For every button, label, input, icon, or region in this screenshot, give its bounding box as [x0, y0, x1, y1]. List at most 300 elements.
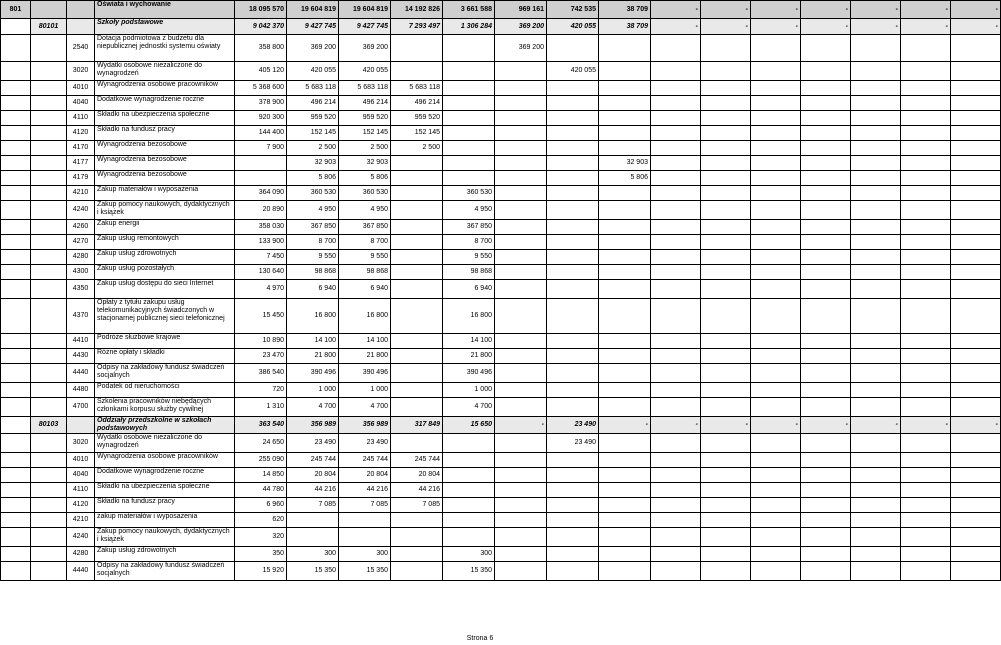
row-value: 959 520 — [391, 111, 443, 126]
row-value: 5 368 600 — [235, 81, 287, 96]
rozdzial-value: 317 849 — [391, 417, 443, 434]
empty-cell — [1, 35, 31, 62]
rozdzial-value: 369 200 — [495, 19, 547, 35]
row-value — [901, 364, 951, 383]
empty-cell — [31, 186, 67, 201]
row-value — [951, 35, 1001, 62]
empty-cell — [31, 111, 67, 126]
row-value — [901, 111, 951, 126]
row-value — [495, 483, 547, 498]
row-value — [651, 265, 701, 280]
row-value — [751, 126, 801, 141]
row-value — [547, 111, 599, 126]
row-value — [443, 498, 495, 513]
row-value — [951, 265, 1001, 280]
row-value — [391, 220, 443, 235]
row-value — [701, 299, 751, 334]
row-value — [391, 280, 443, 299]
row-value — [391, 383, 443, 398]
row-value — [851, 498, 901, 513]
row-value — [851, 349, 901, 364]
row-value — [651, 81, 701, 96]
page-number: Strona 6 — [466, 635, 494, 642]
table-row — [1, 434, 1001, 453]
paragraph-code: 4179 — [67, 171, 95, 186]
paragraph-code: 4260 — [67, 220, 95, 235]
row-value — [901, 334, 951, 349]
table-row — [1, 364, 1001, 383]
row-value: 98 868 — [443, 265, 495, 280]
row-value — [599, 299, 651, 334]
table-row — [1, 528, 1001, 547]
paragraph-code: 4120 — [67, 498, 95, 513]
row-value — [901, 201, 951, 220]
empty-cell — [1, 364, 31, 383]
row-value — [547, 171, 599, 186]
row-value — [851, 468, 901, 483]
paragraph-name: Zakup usług remontowych — [95, 235, 235, 250]
row-value — [701, 383, 751, 398]
empty-cell — [31, 562, 67, 581]
row-value: 14 100 — [339, 334, 391, 349]
empty-cell — [1, 96, 31, 111]
empty-cell — [1, 483, 31, 498]
row-value: 1 000 — [287, 383, 339, 398]
row-value — [751, 364, 801, 383]
row-value — [443, 468, 495, 483]
table-row — [1, 111, 1001, 126]
row-value — [701, 141, 751, 156]
row-value — [951, 498, 1001, 513]
row-value: 44 216 — [391, 483, 443, 498]
row-value: 5 806 — [599, 171, 651, 186]
row-value — [851, 280, 901, 299]
rozdzial-value: - — [651, 417, 701, 434]
empty-cell — [1, 250, 31, 265]
row-value — [951, 126, 1001, 141]
row-value — [547, 126, 599, 141]
row-value — [391, 434, 443, 453]
row-value — [443, 171, 495, 186]
table-row — [1, 156, 1001, 171]
row-value: 245 744 — [287, 453, 339, 468]
row-value — [751, 398, 801, 417]
row-value — [751, 35, 801, 62]
dzial-value: 969 161 — [495, 1, 547, 19]
paragraph-code: 4040 — [67, 468, 95, 483]
row-value: 8 700 — [339, 235, 391, 250]
row-value — [391, 364, 443, 383]
row-value: 2 500 — [339, 141, 391, 156]
table-row — [1, 171, 1001, 186]
row-value — [951, 528, 1001, 547]
rozdzial-value: 38 709 — [599, 19, 651, 35]
row-value: 367 850 — [287, 220, 339, 235]
row-value: 4 700 — [339, 398, 391, 417]
row-value — [547, 513, 599, 528]
row-value — [851, 156, 901, 171]
row-value: 8 700 — [443, 235, 495, 250]
row-value — [599, 280, 651, 299]
row-value — [951, 250, 1001, 265]
paragraph-code: 2540 — [67, 35, 95, 62]
table-row — [1, 498, 1001, 513]
row-value — [547, 483, 599, 498]
row-value: 5 683 118 — [339, 81, 391, 96]
row-value — [495, 171, 547, 186]
row-value — [443, 111, 495, 126]
rozdzial-value: 363 540 — [235, 417, 287, 434]
empty-cell — [1, 81, 31, 96]
row-value: 2 500 — [391, 141, 443, 156]
paragraph-code: 4350 — [67, 280, 95, 299]
paragraph-code: 4480 — [67, 383, 95, 398]
row-value — [901, 434, 951, 453]
paragraph-name: Składki na ubezpieczenia społeczne — [95, 111, 235, 126]
row-value — [701, 364, 751, 383]
row-value — [443, 434, 495, 453]
row-value — [495, 299, 547, 334]
row-value: 32 903 — [599, 156, 651, 171]
row-value — [651, 498, 701, 513]
rozdzial-value: - — [751, 417, 801, 434]
row-value — [701, 562, 751, 581]
row-value — [599, 483, 651, 498]
empty-cell — [31, 1, 67, 19]
row-value — [751, 528, 801, 547]
paragraph-code: 4700 — [67, 398, 95, 417]
paragraph-code: 4010 — [67, 453, 95, 468]
row-value: 133 900 — [235, 235, 287, 250]
row-value: 6 940 — [287, 280, 339, 299]
paragraph-name: Zakup energii — [95, 220, 235, 235]
row-value: 15 350 — [443, 562, 495, 581]
row-value: 320 — [235, 528, 287, 547]
row-value: 14 100 — [443, 334, 495, 349]
row-value — [901, 265, 951, 280]
empty-cell — [31, 453, 67, 468]
paragraph-code: 4170 — [67, 141, 95, 156]
row-value — [751, 280, 801, 299]
table-row — [1, 562, 1001, 581]
row-value — [801, 141, 851, 156]
row-value: 4 950 — [339, 201, 391, 220]
empty-cell — [1, 235, 31, 250]
empty-cell — [31, 62, 67, 81]
row-value — [599, 96, 651, 111]
empty-cell — [31, 220, 67, 235]
row-value — [287, 528, 339, 547]
row-value — [547, 265, 599, 280]
rozdzial-value: - — [901, 19, 951, 35]
row-value — [443, 483, 495, 498]
empty-cell — [31, 349, 67, 364]
empty-cell — [31, 528, 67, 547]
empty-cell — [1, 383, 31, 398]
row-value — [547, 547, 599, 562]
row-value — [801, 235, 851, 250]
empty-cell — [31, 398, 67, 417]
paragraph-code: 4440 — [67, 364, 95, 383]
row-value — [851, 453, 901, 468]
row-value — [751, 201, 801, 220]
paragraph-name: Zakup usług dostępu do sieci Internet — [95, 280, 235, 299]
row-value — [651, 334, 701, 349]
row-value — [801, 398, 851, 417]
paragraph-code: 4110 — [67, 483, 95, 498]
row-value — [547, 528, 599, 547]
empty-cell — [1, 434, 31, 453]
row-value — [801, 528, 851, 547]
row-value — [701, 250, 751, 265]
row-value: 4 700 — [443, 398, 495, 417]
dzial-value: - — [951, 1, 1001, 19]
row-value: 5 806 — [339, 171, 391, 186]
row-value: 144 400 — [235, 126, 287, 141]
empty-cell — [1, 349, 31, 364]
row-value — [599, 547, 651, 562]
row-value: 10 890 — [235, 334, 287, 349]
row-value — [495, 111, 547, 126]
row-value — [599, 434, 651, 453]
row-value — [851, 171, 901, 186]
row-value — [599, 265, 651, 280]
table-row — [1, 81, 1001, 96]
row-value — [801, 498, 851, 513]
row-value — [495, 250, 547, 265]
empty-cell — [31, 334, 67, 349]
table-row — [1, 235, 1001, 250]
empty-cell — [1, 19, 31, 35]
empty-cell — [31, 364, 67, 383]
row-value: 720 — [235, 383, 287, 398]
table-row — [1, 280, 1001, 299]
row-value — [547, 201, 599, 220]
row-value — [651, 468, 701, 483]
row-value — [651, 547, 701, 562]
row-value — [235, 171, 287, 186]
row-value — [851, 201, 901, 220]
row-value — [701, 111, 751, 126]
row-value: 130 640 — [235, 265, 287, 280]
rozdzial-code: 80101 — [31, 19, 67, 35]
paragraph-name: Składki na fundusz pracy — [95, 126, 235, 141]
paragraph-code: 4440 — [67, 562, 95, 581]
row-value — [391, 547, 443, 562]
row-value — [801, 364, 851, 383]
row-value — [901, 96, 951, 111]
paragraph-name: Zakup pomocy naukowych, dydaktycznych i książek — [95, 201, 235, 220]
row-value: 420 055 — [339, 62, 391, 81]
row-value — [701, 334, 751, 349]
dzial-value: - — [851, 1, 901, 19]
row-value: 5 806 — [287, 171, 339, 186]
row-value — [651, 126, 701, 141]
row-value: 7 085 — [391, 498, 443, 513]
rozdzial-value: - — [701, 19, 751, 35]
empty-cell — [1, 280, 31, 299]
empty-cell — [1, 111, 31, 126]
row-value — [851, 398, 901, 417]
row-value — [901, 156, 951, 171]
paragraph-name: Odpisy na zakładowy fundusz świadczeń socjalnych — [95, 364, 235, 383]
row-value — [547, 156, 599, 171]
row-value: 21 800 — [443, 349, 495, 364]
empty-cell — [1, 562, 31, 581]
row-value — [851, 434, 901, 453]
row-value: 405 120 — [235, 62, 287, 81]
paragraph-code: 4210 — [67, 513, 95, 528]
row-value — [651, 364, 701, 383]
empty-cell — [1, 201, 31, 220]
row-value: 20 890 — [235, 201, 287, 220]
row-value — [599, 235, 651, 250]
row-value — [495, 96, 547, 111]
row-value: 44 216 — [339, 483, 391, 498]
row-value — [599, 528, 651, 547]
table-row — [1, 62, 1001, 81]
row-value — [751, 383, 801, 398]
row-value — [901, 483, 951, 498]
row-value — [801, 349, 851, 364]
row-value — [801, 171, 851, 186]
table-row — [1, 453, 1001, 468]
row-value — [801, 111, 851, 126]
row-value — [651, 171, 701, 186]
row-value — [651, 235, 701, 250]
empty-cell — [31, 35, 67, 62]
row-value — [801, 468, 851, 483]
row-value — [599, 186, 651, 201]
table-row — [1, 349, 1001, 364]
paragraph-code: 4040 — [67, 96, 95, 111]
rozdzial-value: - — [801, 417, 851, 434]
row-value — [701, 171, 751, 186]
row-value — [851, 334, 901, 349]
row-value — [901, 513, 951, 528]
row-value — [851, 483, 901, 498]
table-row — [1, 220, 1001, 235]
row-value — [951, 364, 1001, 383]
row-value: 6 940 — [443, 280, 495, 299]
row-value — [547, 81, 599, 96]
row-value — [495, 528, 547, 547]
row-value — [547, 220, 599, 235]
dzial-value: 18 095 570 — [235, 1, 287, 19]
paragraph-code: 4410 — [67, 334, 95, 349]
paragraph-name: Wynagrodzenia bezosobowe — [95, 171, 235, 186]
row-value — [391, 299, 443, 334]
row-value: 360 530 — [339, 186, 391, 201]
row-value — [951, 547, 1001, 562]
row-value: 8 700 — [287, 235, 339, 250]
table-row — [1, 547, 1001, 562]
row-value — [391, 528, 443, 547]
dzial-value: 38 709 — [599, 1, 651, 19]
empty-cell — [31, 141, 67, 156]
paragraph-name: Szkolenia pracowników niebędących członkami korpusu służby cywilnej — [95, 398, 235, 417]
row-value — [951, 220, 1001, 235]
row-value: 15 450 — [235, 299, 287, 334]
row-value: 620 — [235, 513, 287, 528]
table-row — [1, 383, 1001, 398]
row-value: 6 940 — [339, 280, 391, 299]
row-value — [391, 250, 443, 265]
row-value — [901, 141, 951, 156]
paragraph-code: 4270 — [67, 235, 95, 250]
row-value — [901, 35, 951, 62]
paragraph-name: Dotacja podmiotowa z budżetu dla niepublicznej jednostki systemu oświaty — [95, 35, 235, 62]
row-value — [751, 62, 801, 81]
empty-cell — [1, 126, 31, 141]
row-value — [951, 398, 1001, 417]
empty-cell — [31, 483, 67, 498]
paragraph-name: Wynagrodzenia osobowe pracowników — [95, 453, 235, 468]
row-value — [901, 81, 951, 96]
table-row — [1, 334, 1001, 349]
row-value — [901, 126, 951, 141]
paragraph-name: Podatek od nieruchomości — [95, 383, 235, 398]
row-value: 255 090 — [235, 453, 287, 468]
dzial-code: 801 — [1, 1, 31, 19]
row-value: 21 800 — [339, 349, 391, 364]
empty-cell — [67, 417, 95, 434]
row-value — [495, 547, 547, 562]
row-value — [751, 220, 801, 235]
row-value — [391, 265, 443, 280]
row-value — [751, 434, 801, 453]
empty-cell — [31, 126, 67, 141]
row-value — [851, 364, 901, 383]
paragraph-code: 4300 — [67, 265, 95, 280]
row-value — [547, 468, 599, 483]
row-value — [951, 383, 1001, 398]
row-value — [951, 483, 1001, 498]
empty-cell — [1, 299, 31, 334]
rozdzial-value: - — [851, 19, 901, 35]
paragraph-code: 4110 — [67, 111, 95, 126]
row-value — [951, 81, 1001, 96]
row-value — [901, 547, 951, 562]
row-value — [651, 35, 701, 62]
row-value — [547, 186, 599, 201]
row-value — [495, 186, 547, 201]
rozdzial-value: - — [851, 417, 901, 434]
row-value — [901, 235, 951, 250]
row-value: 390 496 — [287, 364, 339, 383]
row-value — [951, 280, 1001, 299]
empty-cell — [1, 398, 31, 417]
table-row — [1, 141, 1001, 156]
row-value — [701, 453, 751, 468]
row-value — [801, 547, 851, 562]
row-value: 496 214 — [287, 96, 339, 111]
row-value — [801, 220, 851, 235]
row-value — [701, 81, 751, 96]
dzial-value: - — [701, 1, 751, 19]
row-value: 9 550 — [443, 250, 495, 265]
dzial-value: 14 192 826 — [391, 1, 443, 19]
row-value — [651, 383, 701, 398]
empty-cell — [1, 171, 31, 186]
row-value — [851, 383, 901, 398]
row-value — [801, 383, 851, 398]
row-value: 2 500 — [287, 141, 339, 156]
row-value — [901, 62, 951, 81]
row-value — [801, 562, 851, 581]
row-value — [851, 141, 901, 156]
row-value — [951, 453, 1001, 468]
